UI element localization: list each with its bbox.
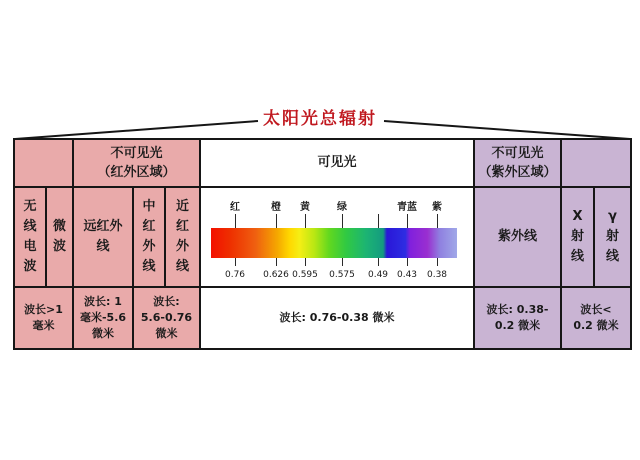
band-xray: [562, 188, 593, 286]
band-microwave: [47, 188, 72, 286]
band-far-infrared: [74, 188, 132, 286]
band-mid-infrared: [134, 188, 164, 286]
band-gamma: [595, 188, 630, 286]
boundary-value-0_49: 0.49: [367, 270, 389, 280]
wavelength-xray-gamma: [562, 288, 630, 348]
wavelength-radio-line2: 毫米: [32, 319, 55, 332]
boundary-value-0_38: 0.38: [426, 270, 448, 280]
header-infrared: [74, 140, 199, 186]
spectrum-table: [13, 138, 632, 350]
color-label-violet: 紫: [432, 202, 442, 213]
wavelength-mid-near-infrared: [134, 288, 199, 348]
wavelength-xray-gamma-line2: 0.2 微米: [573, 319, 619, 332]
boundary-value-0_43: 0.43: [396, 270, 418, 280]
header-ultraviolet-line2: （紫外区域）: [478, 165, 557, 180]
wavelength-visible: [201, 288, 473, 348]
wavelength-far-infrared: [74, 288, 132, 348]
color-label-green: 绿: [337, 202, 347, 213]
wavelength-ultraviolet-line2: 0.2 微米: [494, 319, 541, 332]
band-ultraviolet-label: 紫外线: [497, 228, 537, 244]
spectrum-color-bar: [211, 228, 457, 258]
color-label-orange: 橙: [271, 202, 281, 213]
band-radio-waves-label: 无线电波: [23, 198, 37, 275]
band-mid-infrared-label: 中红外线: [142, 198, 156, 275]
wavelength-xray-gamma-line1: 波长<: [580, 303, 612, 317]
wavelength-mid-near-infrared-line1: 波长:: [153, 295, 180, 309]
wavelength-radio: [15, 288, 72, 348]
header-empty-left: [15, 140, 72, 186]
wavelength-visible-line1: 波长: 0.76-0.38 微米: [279, 311, 395, 325]
header-ultraviolet-line1: 不可见光: [491, 145, 544, 161]
header-ultraviolet: [475, 140, 560, 186]
band-xray-label: X射线: [570, 208, 584, 265]
wavelength-mid-near-infrared-line2: 5.6-0.76: [140, 311, 193, 325]
band-microwave-label: 微波: [52, 218, 66, 254]
band-near-infrared: [166, 188, 199, 286]
wavelength-far-infrared-line2: 毫米-5.6: [79, 311, 127, 325]
wavelength-mid-near-infrared-line3: 微米: [155, 326, 178, 340]
boundary-value-0_76: 0.76: [224, 270, 246, 280]
wavelength-far-infrared-line3: 微米: [92, 326, 114, 340]
wavelength-radio-line1: 波长>1: [24, 303, 63, 317]
header-visible: 可见光: [201, 140, 473, 186]
diagram-title: 太阳光总辐射: [263, 109, 377, 129]
color-label-yellow: 黄: [300, 202, 310, 213]
band-near-infrared-label: 近红外线: [175, 198, 189, 275]
band-gamma-label: γ射线: [605, 208, 619, 265]
band-ultraviolet: [475, 188, 560, 286]
color-label-cyanblue: 青蓝: [397, 202, 417, 213]
boundary-value-0_575: 0.575: [329, 270, 355, 280]
visible-spectrum-panel: [201, 188, 473, 286]
header-empty-right: [562, 140, 630, 186]
wavelength-ultraviolet-line1: 波长: 0.38-: [486, 303, 549, 317]
boundary-value-0_595: 0.595: [292, 270, 318, 280]
wavelength-ultraviolet: [475, 288, 560, 348]
band-far-infrared-label: 远红外线: [83, 218, 123, 254]
boundary-value-0_626: 0.626: [263, 270, 289, 280]
wavelength-far-infrared-line1: 波长: 1: [84, 295, 122, 309]
color-label-red: 红: [230, 202, 240, 213]
header-infrared-line1: 不可见光: [110, 145, 163, 161]
header-infrared-line2: （红外区域）: [97, 165, 176, 180]
band-radio-waves: [15, 188, 45, 286]
